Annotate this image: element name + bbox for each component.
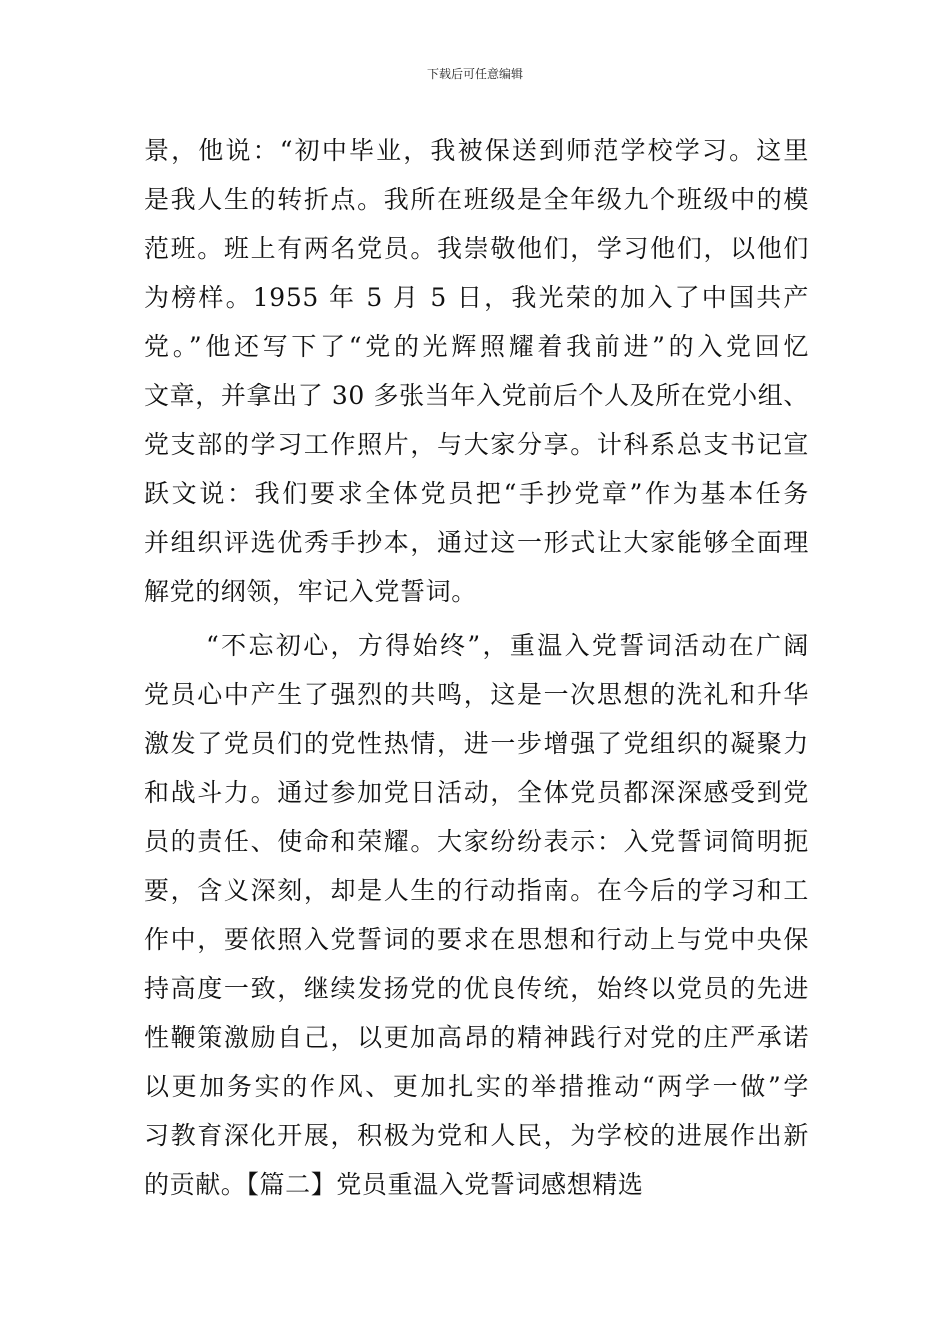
text-line: 文章，并拿出了 30 多张当年入党前后个人及所在党小组、	[144, 381, 809, 410]
text-line: 的贡献。【篇二】党员重温入党誓词感想精选	[144, 1170, 644, 1199]
text-line: 为榜样。1955 年 5 月 5 日，我光荣的加入了中国共产	[144, 283, 809, 312]
text-line: 解党的纲领，牢记入党誓词。	[144, 577, 477, 606]
text-line: “不忘初心，方得始终”，重温入党誓词活动在广阔	[206, 631, 809, 660]
text-line: 以更加务实的作风、更加扎实的举措推动“两学一做”学	[144, 1072, 809, 1101]
page-header: 下载后可任意编辑	[426, 67, 523, 81]
text-line: 党支部的学习工作照片，与大家分享。计科系总支书记宣	[144, 430, 809, 459]
text-line: 和战斗力。通过参加党日活动，全体党员都深深感受到党	[144, 778, 809, 807]
text-line: 要，含义深刻，却是人生的行动指南。在今后的学习和工	[144, 876, 809, 905]
text-line: 性鞭策激励自己，以更加高昂的精神践行对党的庄严承诺	[144, 1023, 809, 1052]
text-line: 跃文说：我们要求全体党员把“手抄党章”作为基本任务	[144, 479, 809, 508]
text-line: 景，他说：“初中毕业，我被保送到师范学校学习。这里	[144, 136, 809, 165]
text-line: 激发了党员们的党性热情，进一步增强了党组织的凝聚力	[144, 729, 809, 758]
text-line: 并组织评选优秀手抄本，通过这一形式让大家能够全面理	[144, 528, 809, 557]
text-line: 作中，要依照入党誓词的要求在思想和行动上与党中央保	[144, 925, 809, 954]
text-line: 是我人生的转折点。我所在班级是全年级九个班级中的模	[144, 185, 809, 214]
text-line: 员的责任、使命和荣耀。大家纷纷表示：入党誓词简明扼	[144, 827, 809, 856]
text-line: 党员心中产生了强烈的共鸣，这是一次思想的洗礼和升华	[144, 680, 809, 709]
text-line: 习教育深化开展，积极为党和人民，为学校的进展作出新	[144, 1121, 809, 1150]
text-line: 党。”他还写下了“党的光辉照耀着我前进”的入党回忆	[144, 332, 809, 361]
text-line: 持高度一致，继续发扬党的优良传统，始终以党员的先进	[144, 974, 809, 1003]
text-line: 范班。班上有两名党员。我崇敬他们，学习他们，以他们	[144, 234, 809, 263]
